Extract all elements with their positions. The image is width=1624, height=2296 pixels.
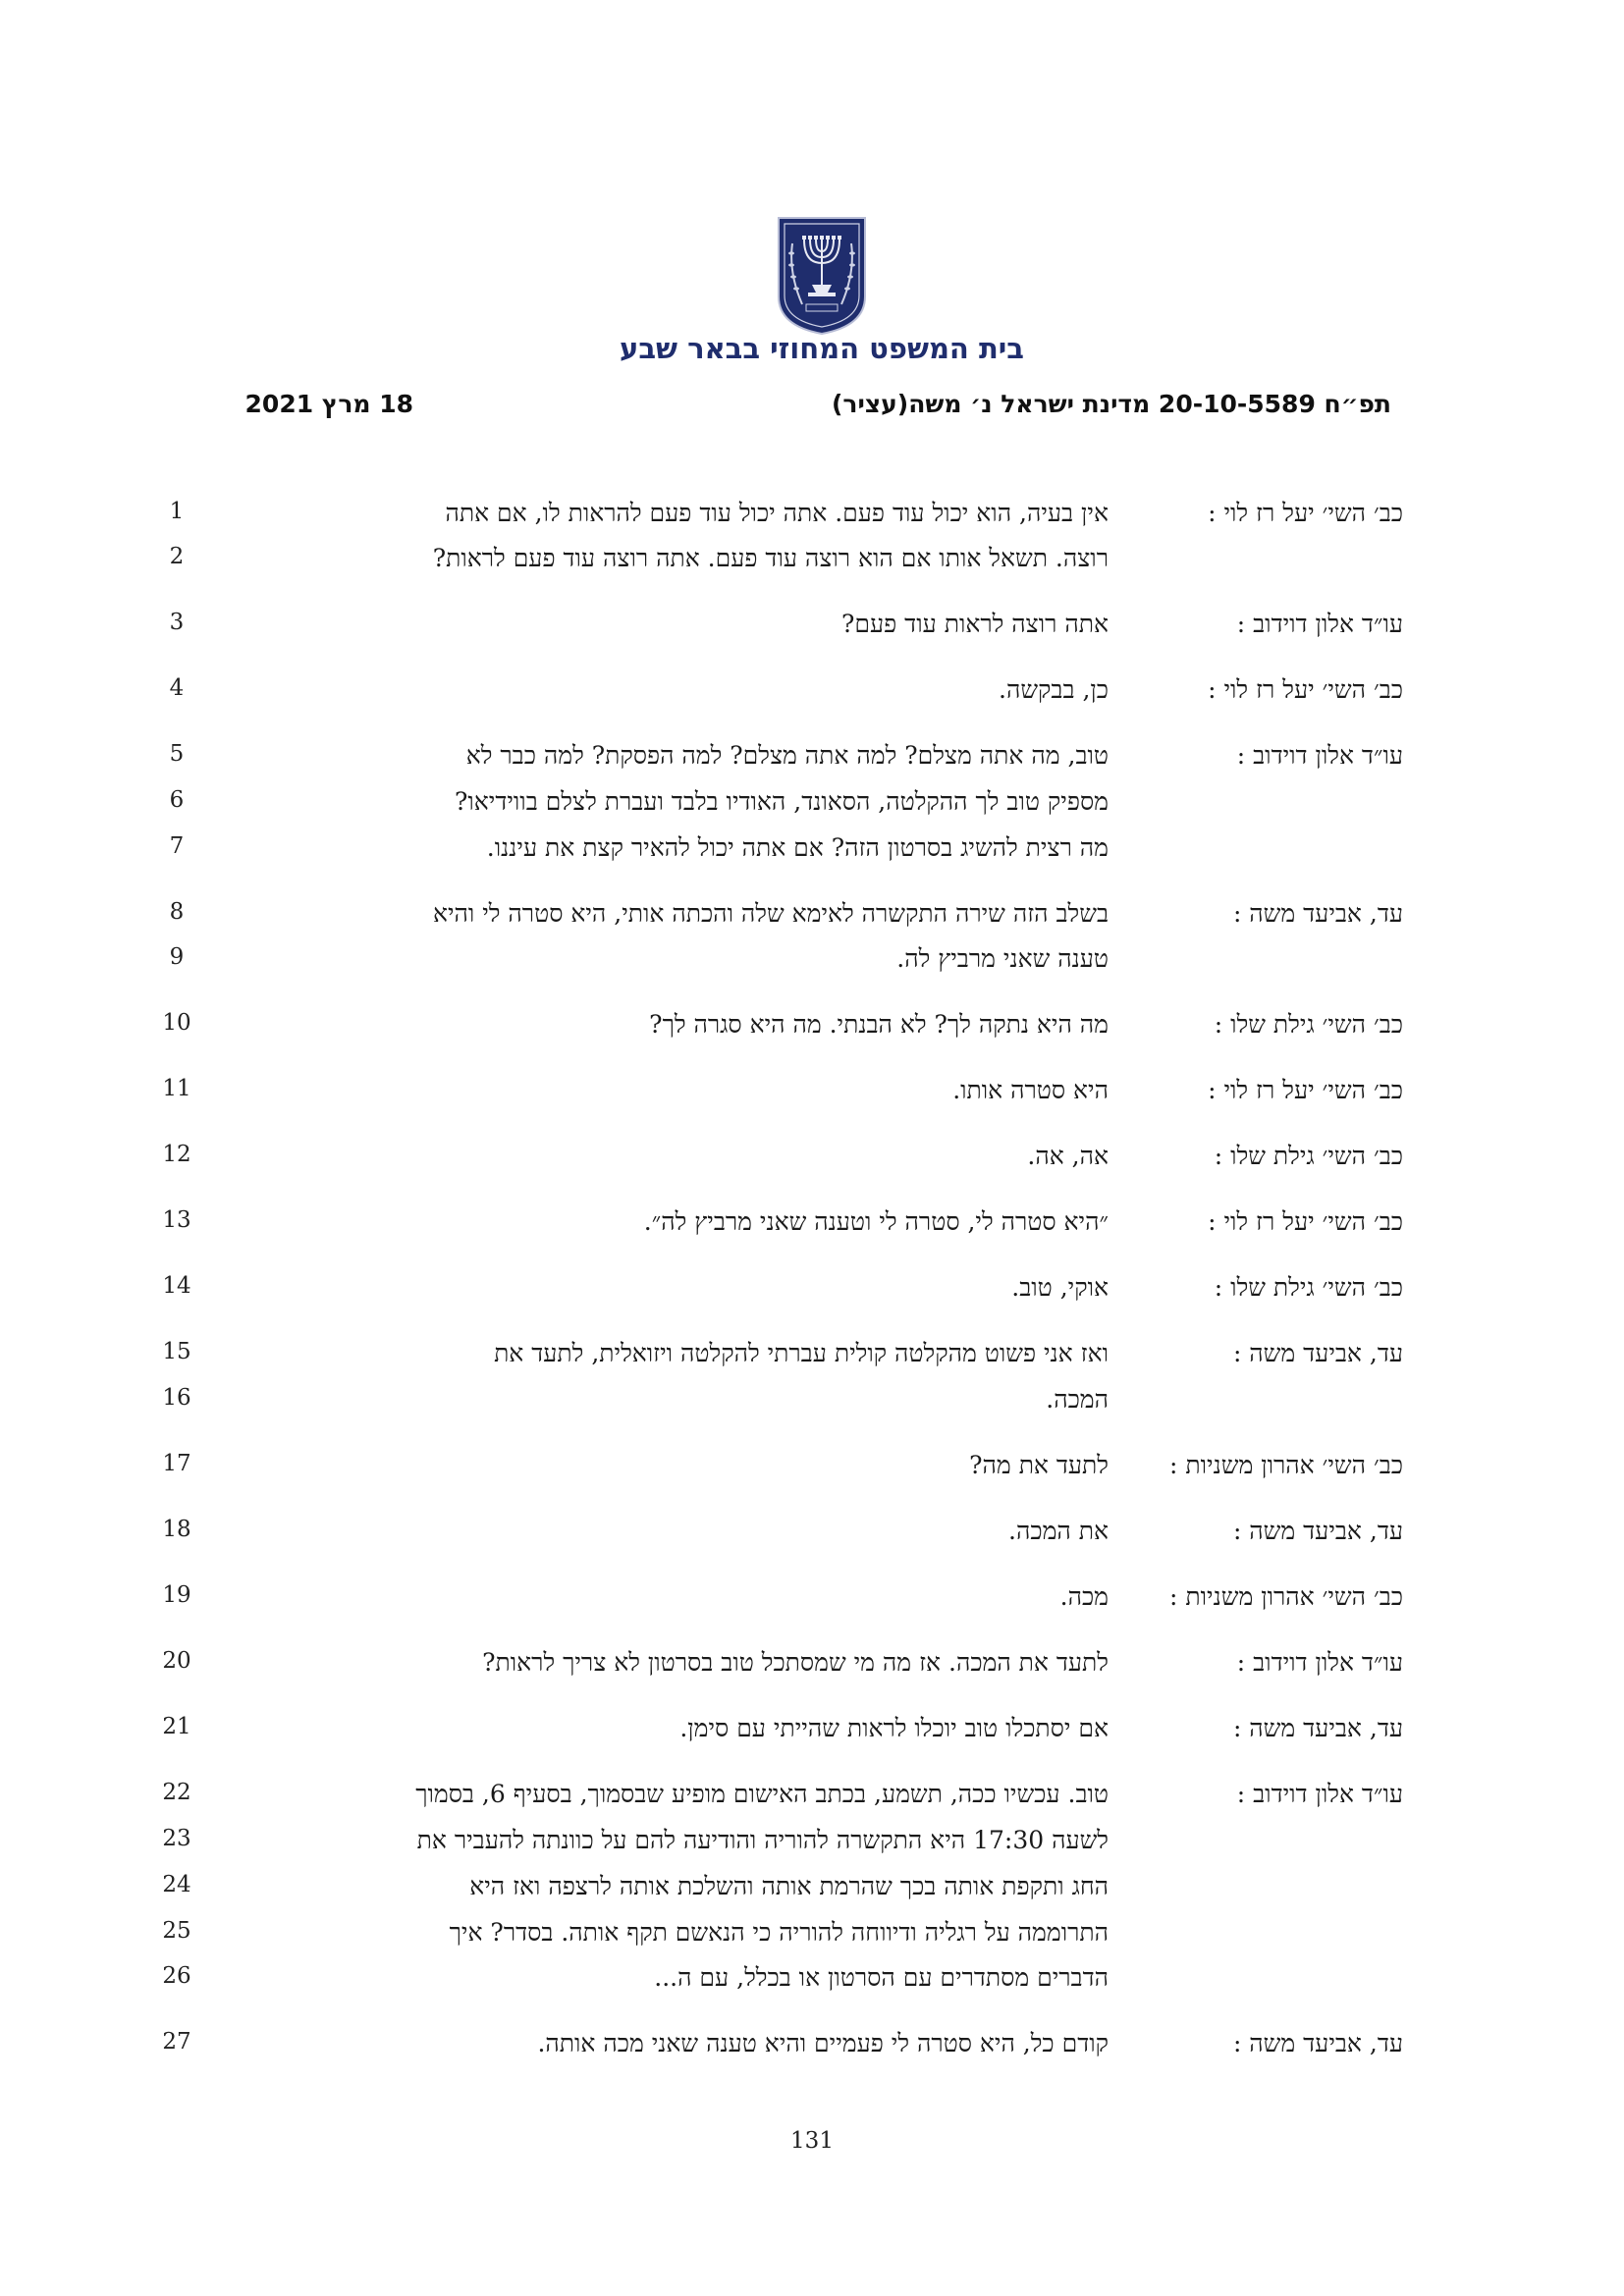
court-name: בית המשפט המחוזי בבאר שבע — [620, 332, 1024, 365]
line-number: 12 — [162, 1142, 191, 1167]
transcript-line: בשלב הזה שירה התקשרה לאימא שלה והכתה אותי, היא סטרה לי והיא — [432, 899, 1109, 928]
speaker-label: עו״ד אלון דוידוב : — [1236, 610, 1403, 638]
line-number: 26 — [162, 1963, 191, 1989]
line-number: 17 — [162, 1451, 191, 1476]
transcript-line: מה היא נתקה לך? לא הבנתי. מה היא סגרה לך? — [649, 1010, 1109, 1039]
line-number: 9 — [169, 944, 185, 970]
line-number: 6 — [169, 787, 185, 813]
speaker-label: עד, אביעד משה : — [1232, 899, 1403, 928]
transcript-line: כן, בבקשה. — [999, 675, 1109, 704]
speaker-label: כב׳ השי׳ גילת שלו : — [1214, 1142, 1403, 1170]
transcript-line: מכה. — [1059, 1582, 1109, 1611]
transcript-line: טוב, מה אתה מצלם? למה אתה מצלם? למה הפסקת? למה כבר לא — [465, 741, 1109, 770]
transcript-line: הדברים מסתדרים עם הסרטון או בכלל, עם ה... — [654, 1963, 1109, 1992]
line-number: 5 — [169, 741, 185, 767]
line-number: 4 — [169, 675, 185, 701]
transcript-line: לתעד את מה? — [969, 1451, 1109, 1479]
line-number: 18 — [162, 1517, 191, 1542]
speaker-label: עו״ד אלון דוידוב : — [1236, 741, 1403, 770]
line-number: 24 — [162, 1872, 191, 1897]
line-number: 15 — [162, 1339, 191, 1364]
transcript-line: אתה רוצה לראות עוד פעם? — [840, 610, 1109, 638]
transcript-line: מה רצית להשיג בסרטון הזה? אם אתה יכול להאיר קצת את עיננו. — [486, 833, 1109, 862]
line-number: 13 — [162, 1207, 191, 1233]
transcript-line: מספיק טוב לך ההקלטה, הסאונד, האודיו בלבד ועברת לצלם בווידיאו? — [454, 787, 1109, 816]
line-number: 10 — [162, 1010, 191, 1036]
line-number: 22 — [162, 1780, 191, 1805]
speaker-label: כב׳ השי׳ יעל רז לוי : — [1208, 499, 1403, 527]
transcript-line: אין בעיה, הוא יכול עוד פעם. אתה יכול עוד פעם להראות לו, אם אתה — [445, 499, 1109, 527]
transcript-line: היא סטרה אותו. — [952, 1076, 1109, 1104]
speaker-label: עד, אביעד משה : — [1232, 1339, 1403, 1367]
page-number: 131 — [790, 2128, 834, 2154]
transcript-line: לתעד את המכה. אז מה מי שמסתכל טוב בסרטון לא צריך לראות? — [482, 1648, 1109, 1677]
case-id: תפ״ח 20-10-5589 מדינת ישראל נ׳ משה(עציר) — [831, 390, 1391, 418]
transcript-line: קודם כל, היא סטרה לי פעמיים והיא טענה שאני מכה אותה. — [537, 2029, 1109, 2057]
speaker-label: כב׳ השי׳ יעל רז לוי : — [1208, 1207, 1403, 1236]
transcript-line: המכה. — [1046, 1385, 1109, 1414]
speaker-label: כב׳ השי׳ יעל רז לוי : — [1208, 675, 1403, 704]
line-number: 14 — [162, 1273, 191, 1299]
transcript-line: אם יסתכלו טוב יוכלו לראות שהייתי עם סימן. — [679, 1714, 1109, 1742]
speaker-label: עו״ד אלון דוידוב : — [1236, 1780, 1403, 1808]
line-number: 2 — [169, 544, 185, 569]
hearing-date: 18 מרץ 2021 — [244, 390, 413, 418]
line-number: 11 — [162, 1076, 191, 1101]
speaker-label: עד, אביעד משה : — [1232, 1714, 1403, 1742]
transcript-line: לשעה 17:30 היא התקשרה להוריה והודיעה להם על כוונתה להעביר את — [416, 1826, 1109, 1854]
line-number: 8 — [169, 899, 185, 925]
speaker-label: כב׳ השי׳ גילת שלו : — [1214, 1273, 1403, 1302]
speaker-label: כב׳ השי׳ אהרון משניות : — [1169, 1582, 1403, 1611]
line-number: 21 — [162, 1714, 191, 1739]
speaker-label: עד, אביעד משה : — [1232, 1517, 1403, 1545]
transcript-line: רוצה. תשאל אותו אם הוא רוצה עוד פעם. אתה רוצה עוד פעם לראות? — [432, 544, 1109, 572]
speaker-label: עד, אביעד משה : — [1232, 2029, 1403, 2057]
line-number: 20 — [162, 1648, 191, 1674]
transcript-line: טוב. עכשיו ככה, תשמע, בכתב האישום מופיע שבסמוך, בסעיף 6, בסמוך — [415, 1780, 1109, 1808]
line-number: 23 — [162, 1826, 191, 1851]
speaker-label: כב׳ השי׳ גילת שלו : — [1214, 1010, 1403, 1039]
transcript-line: ״היא סטרה לי, סטרה לי וטענה שאני מרביץ לה״. — [643, 1207, 1109, 1236]
transcript-line: טענה שאני מרביץ לה. — [896, 944, 1109, 973]
line-number: 19 — [162, 1582, 191, 1608]
line-number: 3 — [169, 610, 185, 635]
line-number: 1 — [169, 499, 185, 524]
line-number: 25 — [162, 1918, 191, 1944]
speaker-label: עו״ד אלון דוידוב : — [1236, 1648, 1403, 1677]
line-number: 27 — [162, 2029, 191, 2055]
speaker-label: כב׳ השי׳ אהרון משניות : — [1169, 1451, 1403, 1479]
transcript-line: אוקי, טוב. — [1011, 1273, 1109, 1302]
transcript-line: את המכה. — [1008, 1517, 1109, 1545]
transcript-line: ואז אני פשוט מהקלטה קולית עברתי להקלטה ויזואלית, לתעד את — [494, 1339, 1109, 1367]
line-number: 16 — [162, 1385, 191, 1411]
speaker-label: כב׳ השי׳ יעל רז לוי : — [1208, 1076, 1403, 1104]
line-number: 7 — [169, 833, 185, 859]
transcript-line: התרוממה על רגליה ודיווחה להוריה כי הנאשם תקף אותה. בסדר? איך — [449, 1918, 1109, 1947]
transcript-line: אה, אה. — [1027, 1142, 1109, 1170]
transcript-line: החג ותקפת אותה בכך שהרמת אותה והשלכת אותה לרצפה ואז היא — [469, 1872, 1109, 1900]
